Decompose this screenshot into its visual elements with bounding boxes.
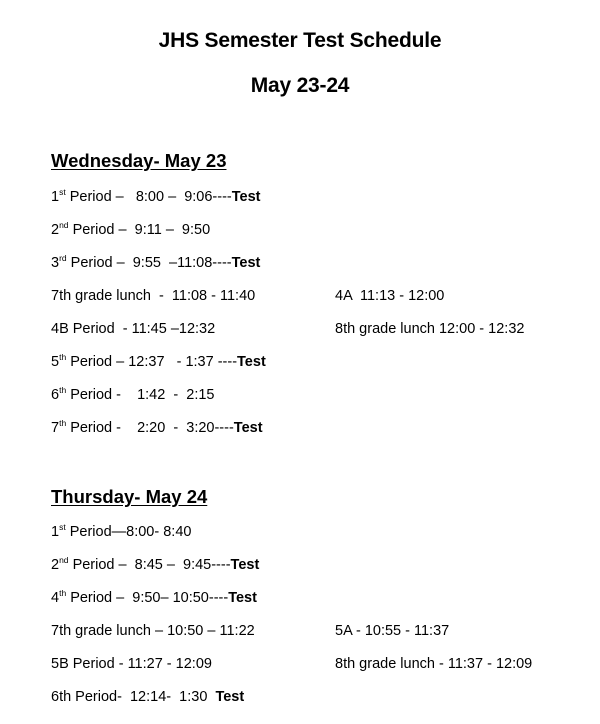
page-subtitle-dates: May 23-24 — [250, 74, 350, 97]
thu-row-1st-period: 1st Period—8:00- 8:40 — [51, 521, 192, 540]
wednesday-heading: Wednesday- May 23 — [51, 150, 227, 171]
thu-row-4th-period: 4th Period – 9:50– 10:50----Test — [51, 587, 257, 606]
thu-row-6th-period: 6th Period- 12:14- 1:30 Test — [51, 689, 245, 705]
wed-row-8th-grade-lunch: 8th grade lunch 12:00 - 12:32 — [335, 321, 525, 337]
wed-row-7th-period: 7th Period - 2:20 - 3:20----Test — [51, 417, 263, 436]
wed-row-3rd-period: 3rd Period – 9:55 –11:08----Test — [51, 252, 261, 271]
thu-row-5b-period: 5B Period - 11:27 - 12:09 — [51, 656, 212, 672]
wed-row-7th-grade-lunch: 7th grade lunch - 11:08 - 11:40 — [51, 288, 256, 304]
thu-row-7th-grade-lunch: 7th grade lunch – 10:50 – 11:22 — [51, 623, 255, 639]
wed-row-5th-period: 5th Period – 12:37 - 1:37 ----Test — [51, 351, 266, 370]
wed-row-4a: 4A 11:13 - 12:00 — [335, 288, 445, 304]
thu-row-2nd-period: 2nd Period – 8:45 – 9:45----Test — [51, 554, 260, 573]
wed-row-2nd-period: 2nd Period – 9:11 – 9:50 — [51, 219, 211, 238]
wed-row-6th-period: 6th Period - 1:42 - 2:15 — [51, 384, 215, 403]
wed-row-4b-period: 4B Period - 11:45 –12:32 — [51, 321, 216, 337]
thursday-heading: Thursday- May 24 — [51, 486, 208, 507]
thu-row-8th-grade-lunch: 8th grade lunch - 11:37 - 12:09 — [335, 656, 533, 672]
thu-row-5a: 5A - 10:55 - 11:37 — [335, 623, 450, 639]
page-title: JHS Semester Test Schedule — [158, 29, 442, 52]
wed-row-1st-period: 1st Period – 8:00 – 9:06----Test — [51, 186, 261, 205]
